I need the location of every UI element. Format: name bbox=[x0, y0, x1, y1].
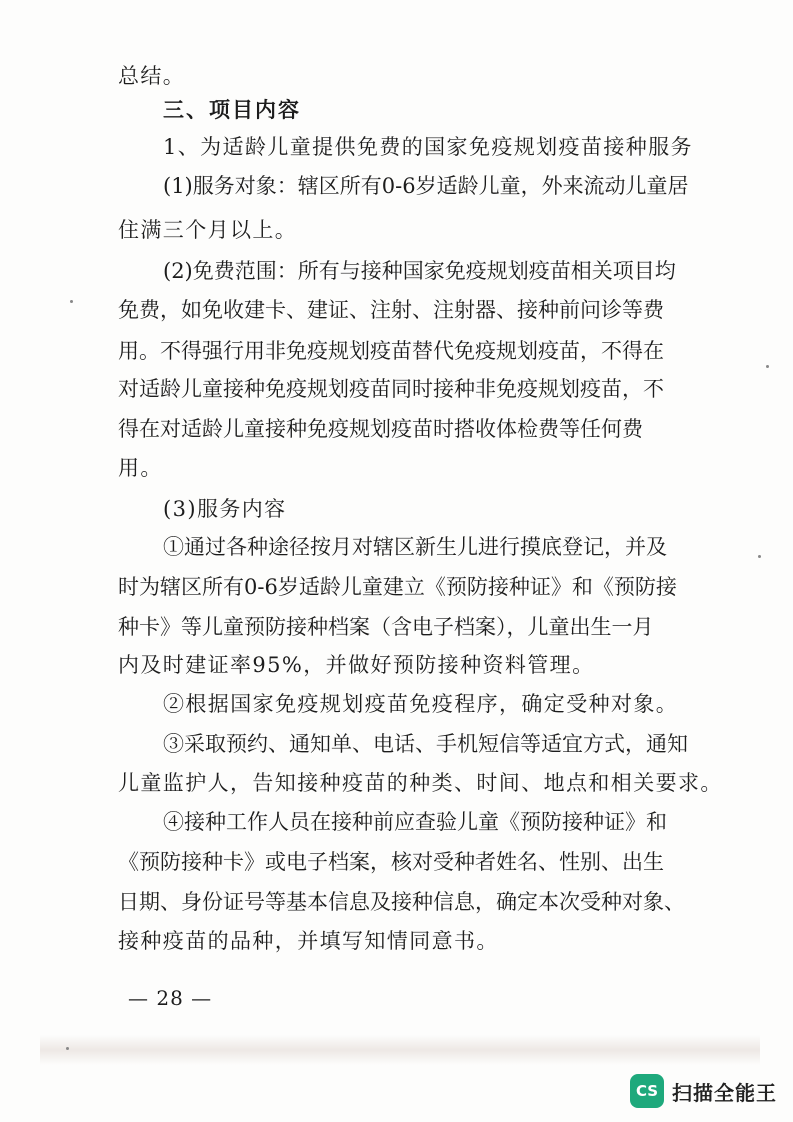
camscanner-logo-icon: CS bbox=[630, 1074, 664, 1108]
page-number: — 28 — bbox=[128, 986, 213, 1010]
paragraph-line: 儿童监护人，告知接种疫苗的种类、时间、地点和相关要求。 bbox=[118, 771, 723, 795]
scan-speck bbox=[66, 1047, 69, 1050]
paragraph-line: ①通过各种途径按月对辖区新生儿进行摸底登记，并及 bbox=[163, 535, 667, 559]
watermark-app-name: 扫描全能王 bbox=[672, 1080, 777, 1105]
paragraph-line: 时为辖区所有0-6岁适龄儿童建立《预防接种证》和《预防接 bbox=[118, 575, 677, 599]
paragraph-line: 免费，如免收建卡、建证、注射、注射器、接种前问诊等费 bbox=[118, 298, 664, 322]
paragraph-line: ④接种工作人员在接种前应查验儿童《预防接种证》和 bbox=[163, 810, 667, 834]
paragraph-line: 用。 bbox=[118, 456, 163, 480]
paragraph-line: 内及时建证率95%，并做好预防接种资料管理。 bbox=[118, 653, 595, 677]
paragraph-line: 得在对适龄儿童接种免疫规划疫苗时搭收体检费等任何费 bbox=[118, 417, 643, 441]
subsection-heading: (3)服务内容 bbox=[163, 497, 287, 521]
scan-edge-shadow bbox=[40, 1035, 760, 1065]
section-heading: 三、项目内容 bbox=[163, 98, 301, 122]
paragraph-line: 接种疫苗的品种，并填写知情同意书。 bbox=[118, 929, 499, 953]
scan-speck bbox=[758, 555, 761, 558]
paragraph-line: 总结。 bbox=[118, 64, 186, 88]
paragraph-line: (2)免费范围：所有与接种国家免疫规划疫苗相关项目均 bbox=[163, 259, 676, 283]
paragraph-line: 日期、身份证号等基本信息及接种信息，确定本次受种对象、 bbox=[118, 890, 685, 914]
paragraph-line: 对适龄儿童接种免疫规划疫苗同时接种非免疫规划疫苗，不 bbox=[118, 377, 664, 401]
scan-speck bbox=[766, 365, 769, 368]
paragraph-line: 种卡》等儿童预防接种档案（含电子档案），儿童出生一月 bbox=[118, 615, 654, 639]
paragraph-line: 《预防接种卡》或电子档案，核对受种者姓名、性别、出生 bbox=[118, 850, 664, 874]
paragraph-line: (1)服务对象：辖区所有0-6岁适龄儿童，外来流动儿童居 bbox=[163, 174, 689, 198]
paragraph-line: ③采取预约、通知单、电话、手机短信等适宜方式，通知 bbox=[163, 732, 688, 756]
paragraph-line: 住满三个月以上。 bbox=[118, 218, 298, 242]
paragraph-line: ②根据国家免疫规划疫苗免疫程序，确定受种对象。 bbox=[163, 692, 679, 716]
scanner-watermark bbox=[630, 1074, 777, 1108]
paragraph-line: 用。不得强行用非免疫规划疫苗替代免疫规划疫苗，不得在 bbox=[118, 339, 664, 363]
subsection-heading: 1、为适龄儿童提供免费的国家免疫规划疫苗接种服务 bbox=[163, 135, 693, 159]
scan-speck bbox=[70, 300, 73, 303]
